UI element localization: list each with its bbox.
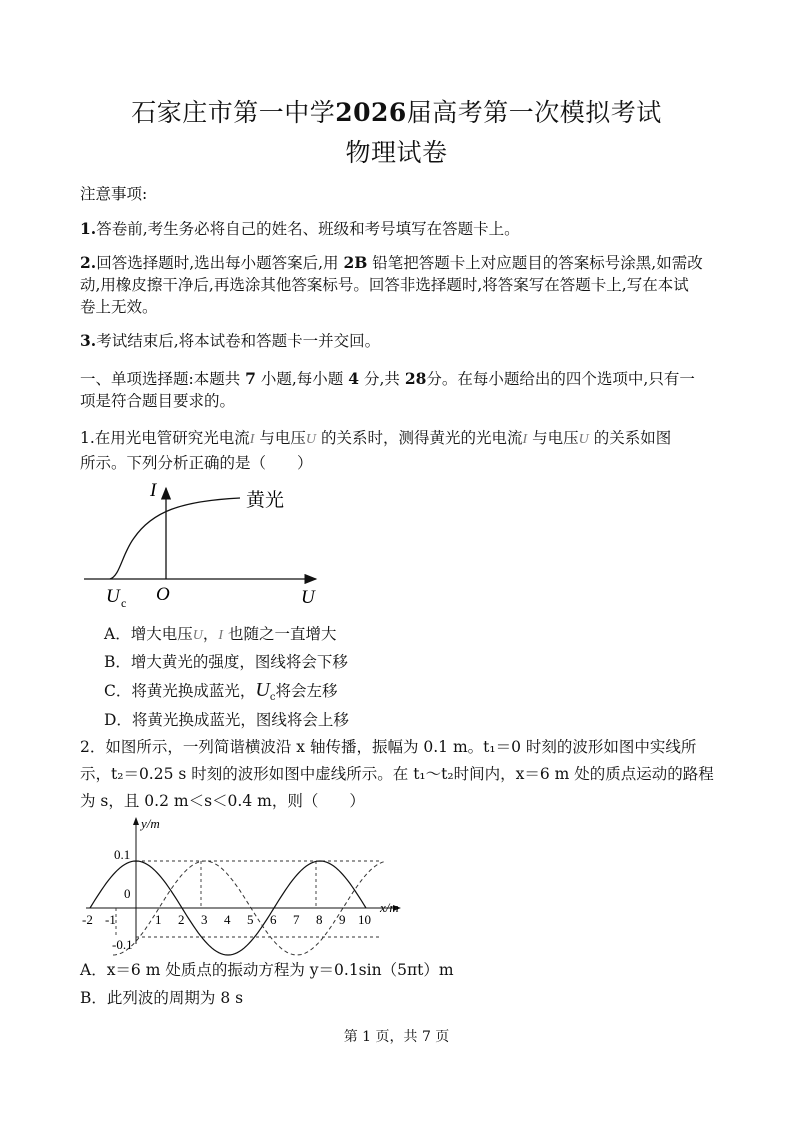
q2-x-tick-label: 10 [358,912,371,927]
q1-curve-label: 黄光 [246,490,285,511]
q1-y-label: I [150,480,157,501]
q2-x-label: x/m [380,900,399,915]
q1-x-label: U [301,587,315,608]
q2-x-tick-label: -2 [82,912,93,927]
q2-wave-chart [80,812,420,960]
q1-uc-label: U [106,586,120,607]
page-footer: 第 1 页，共 7 页 [343,1029,450,1045]
q2-x-tick-label: 2 [178,912,185,927]
notice-item-3: 3.考试结束后,将本试卷和答题卡一并交回。 [80,331,381,350]
q1-option-b: B．增大黄光的强度，图线将会下移 [104,653,348,671]
q2-y-max-label: 0.1 [114,847,131,862]
q2-x-tick-label: 4 [224,912,231,927]
q2-stem-line-2: 示，t₂＝0.25 s 时刻的波形如图中虚线所示。在 t₁～t₂时间内，x＝6 m 处的质点运动的路程 [80,765,714,783]
notice-item-2: 2.回答选择题时,选出每小题答案后,用 2B 铅笔把答题卡上对应题目的答案标号涂黑,如需改 [80,253,703,272]
q1-option-d: D．将黄光换成蓝光，图线将会上移 [104,711,349,729]
q2-x-tick-label: 7 [293,912,300,927]
q2-x-tick-label: 8 [316,912,323,927]
q2-x-tick-label: 5 [247,912,254,927]
q1-stem: 1.在用光电管研究光电流I 与电压U 的关系时，测得黄光的光电流I 与电压U 的关系如图 [80,429,672,447]
q1-origin-label: O [156,584,170,605]
q2-zero-label: 0 [124,886,131,901]
notice-item-2-line-3: 卷上无效。 [80,298,158,316]
q2-x-tick-label: 9 [339,912,346,927]
q1-option-c: C．将黄光换成蓝光，$U_c$将会左移 [104,679,338,704]
q2-option-b: B．此列波的周期为 8 s [80,989,244,1007]
voltage-symbol: U [305,432,317,447]
notice-item-2-line-2: 动,用橡皮擦干净后,再选涂其他答案标号。回答非选择题时,将答案写在答题卡上,写在本试 [80,276,689,294]
notice-item-1: 1.答卷前,考生务必将自己的姓名、班级和考号填写在答题卡上。 [80,219,520,238]
section-heading: 一、单项选择题:本题共 7 小题,每小题 4 分,共 28分。在每小题给出的四个选项中,只有一 [80,369,695,388]
q2-x-tick-label: -1 [105,912,116,927]
section-heading-line-2: 项是符合题目要求的。 [80,392,236,410]
q1-iu-chart [80,476,330,612]
q2-x-tick-label: 6 [270,912,277,927]
exam-title: 石家庄市第一中学2026届高考第一次模拟考试 [131,98,662,127]
q1-stem-line-2: 所示。下列分析正确的是（ ） [80,454,313,472]
exam-subtitle: 物理试卷 [345,138,448,167]
q2-y-min-label: -0.1 [112,937,133,952]
q2-x-tick-label: 3 [201,912,208,927]
q1-yellow-light-curve [110,498,240,579]
current-symbol: I [249,432,255,447]
q2-y-label: y/m [141,816,160,831]
q1-uc-sub: c [121,596,127,610]
q1-option-a: A．增大电压U，I 也随之一直增大 [104,625,337,643]
q2-stem-line-1: 2．如图所示，一列简谐横波沿 x 轴传播，振幅为 0.1 m。t₁＝0 时刻的波形如图中实线所 [80,738,697,756]
notice-heading: 注意事项: [80,185,148,203]
q2-x-tick-label: 1 [155,912,162,927]
q2-option-a: A．x＝6 m 处质点的振动方程为 y＝0.1sin（5πt）m [80,961,454,979]
q2-stem-line-3: 为 s，且 0.2 m＜s＜0.4 m，则（ ） [80,792,365,810]
